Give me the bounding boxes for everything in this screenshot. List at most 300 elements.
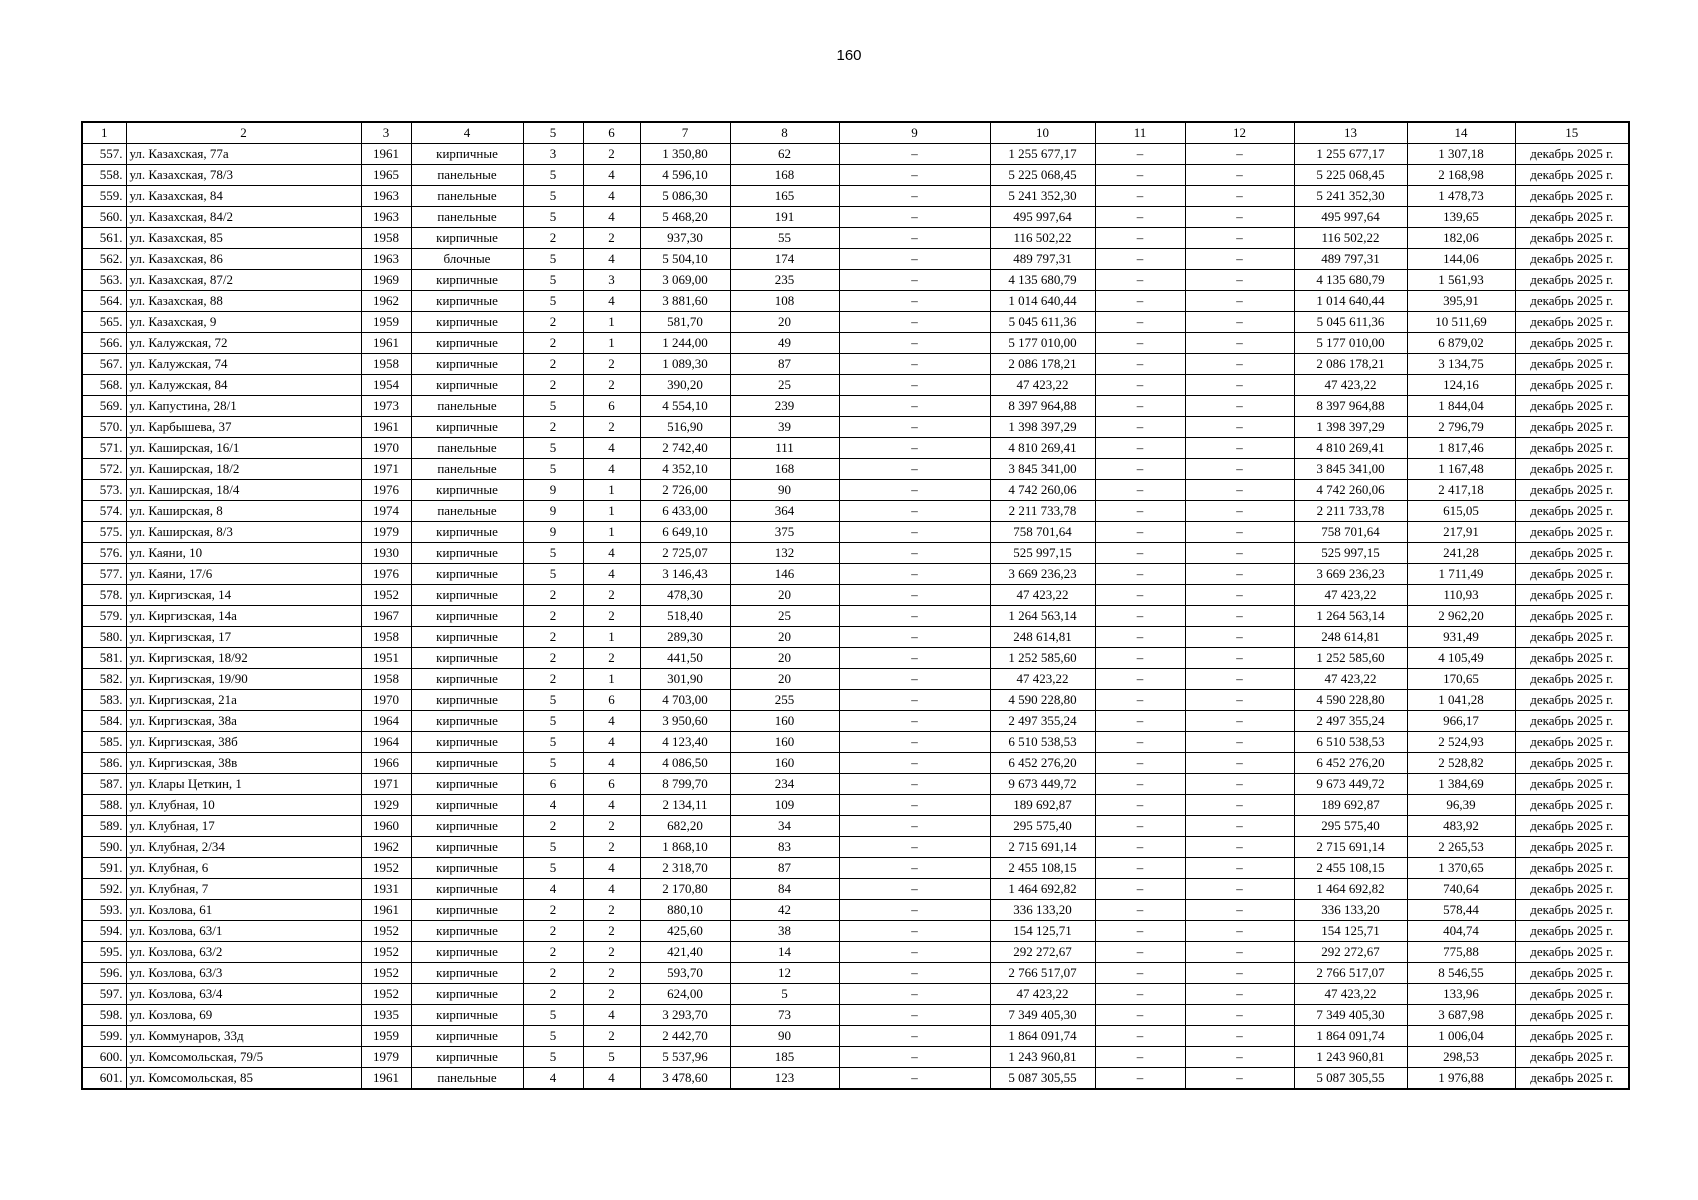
table-cell-col-6: 2 bbox=[583, 375, 640, 396]
table-cell-col-6: 4 bbox=[583, 711, 640, 732]
table-cell-col-13: 5 087 305,55 bbox=[1294, 1068, 1407, 1090]
table-cell-col-2: ул. Каяни, 17/6 bbox=[126, 564, 361, 585]
table-cell-col-3: 1952 bbox=[361, 858, 411, 879]
table-cell-col-6: 1 bbox=[583, 333, 640, 354]
table-cell-col-10: 336 133,20 bbox=[990, 900, 1095, 921]
table-cell-col-7: 390,20 bbox=[640, 375, 730, 396]
table-cell-col-7: 937,30 bbox=[640, 228, 730, 249]
table-cell-col-8: 132 bbox=[730, 543, 839, 564]
table-cell-col-12: – bbox=[1185, 795, 1294, 816]
table-cell-col-9: – bbox=[839, 774, 990, 795]
table-cell-col-14: 1 167,48 bbox=[1407, 459, 1515, 480]
column-header-3: 3 bbox=[361, 122, 411, 144]
table-cell-col-9: – bbox=[839, 921, 990, 942]
table-cell-col-15: декабрь 2025 г. bbox=[1515, 312, 1629, 333]
table-cell-col-6: 4 bbox=[583, 1068, 640, 1090]
table-cell-col-12: – bbox=[1185, 837, 1294, 858]
table-cell-col-8: 185 bbox=[730, 1047, 839, 1068]
table-cell-col-4: кирпичные bbox=[411, 480, 523, 501]
table-cell-col-7: 516,90 bbox=[640, 417, 730, 438]
table-cell-col-5: 5 bbox=[523, 438, 583, 459]
table-cell-col-6: 1 bbox=[583, 669, 640, 690]
table-cell-col-4: кирпичные bbox=[411, 669, 523, 690]
table-cell-col-1: 570. bbox=[82, 417, 126, 438]
table-cell-col-1: 563. bbox=[82, 270, 126, 291]
column-header-6: 6 bbox=[583, 122, 640, 144]
table-cell-col-6: 4 bbox=[583, 207, 640, 228]
table-cell-col-9: – bbox=[839, 417, 990, 438]
table-cell-col-2: ул. Каширская, 8/3 bbox=[126, 522, 361, 543]
table-cell-col-12: – bbox=[1185, 270, 1294, 291]
table-cell-col-1: 557. bbox=[82, 144, 126, 165]
table-row bbox=[82, 480, 1629, 501]
table-cell-col-8: 39 bbox=[730, 417, 839, 438]
table-cell-col-10: 4 590 228,80 bbox=[990, 690, 1095, 711]
table-cell-col-9: – bbox=[839, 585, 990, 606]
table-cell-col-6: 1 bbox=[583, 501, 640, 522]
table-cell-col-10: 295 575,40 bbox=[990, 816, 1095, 837]
table-cell-col-12: – bbox=[1185, 165, 1294, 186]
table-cell-col-5: 2 bbox=[523, 375, 583, 396]
table-cell-col-4: кирпичные bbox=[411, 291, 523, 312]
table-row bbox=[82, 270, 1629, 291]
table-cell-col-3: 1970 bbox=[361, 690, 411, 711]
table-cell-col-3: 1962 bbox=[361, 837, 411, 858]
table-cell-col-11: – bbox=[1095, 606, 1185, 627]
table-cell-col-12: – bbox=[1185, 228, 1294, 249]
table-cell-col-14: 110,93 bbox=[1407, 585, 1515, 606]
table-cell-col-12: – bbox=[1185, 543, 1294, 564]
table-cell-col-14: 182,06 bbox=[1407, 228, 1515, 249]
table-cell-col-15: декабрь 2025 г. bbox=[1515, 795, 1629, 816]
table-cell-col-6: 1 bbox=[583, 480, 640, 501]
table-cell-col-11: – bbox=[1095, 312, 1185, 333]
table-cell-col-6: 4 bbox=[583, 879, 640, 900]
table-cell-col-9: – bbox=[839, 291, 990, 312]
table-cell-col-12: – bbox=[1185, 648, 1294, 669]
table-cell-col-1: 574. bbox=[82, 501, 126, 522]
table-cell-col-10: 1 264 563,14 bbox=[990, 606, 1095, 627]
table-cell-col-1: 593. bbox=[82, 900, 126, 921]
table-cell-col-3: 1959 bbox=[361, 312, 411, 333]
table-cell-col-5: 5 bbox=[523, 732, 583, 753]
table-cell-col-3: 1952 bbox=[361, 963, 411, 984]
table-cell-col-9: – bbox=[839, 1005, 990, 1026]
table-cell-col-9: – bbox=[839, 144, 990, 165]
table-cell-col-13: 758 701,64 bbox=[1294, 522, 1407, 543]
table-cell-col-4: кирпичные bbox=[411, 627, 523, 648]
table-cell-col-14: 1 844,04 bbox=[1407, 396, 1515, 417]
table-cell-col-11: – bbox=[1095, 438, 1185, 459]
table-cell-col-7: 425,60 bbox=[640, 921, 730, 942]
table-cell-col-2: ул. Киргизская, 14а bbox=[126, 606, 361, 627]
table-row bbox=[82, 1005, 1629, 1026]
table-cell-col-4: кирпичные bbox=[411, 648, 523, 669]
table-cell-col-9: – bbox=[839, 249, 990, 270]
table-row bbox=[82, 312, 1629, 333]
table-cell-col-3: 1969 bbox=[361, 270, 411, 291]
table-cell-col-13: 1 252 585,60 bbox=[1294, 648, 1407, 669]
table-cell-col-6: 6 bbox=[583, 690, 640, 711]
table-row bbox=[82, 228, 1629, 249]
table-cell-col-15: декабрь 2025 г. bbox=[1515, 291, 1629, 312]
table-cell-col-15: декабрь 2025 г. bbox=[1515, 270, 1629, 291]
table-cell-col-9: – bbox=[839, 879, 990, 900]
table-cell-col-5: 5 bbox=[523, 291, 583, 312]
table-cell-col-3: 1961 bbox=[361, 417, 411, 438]
table-cell-col-9: – bbox=[839, 690, 990, 711]
table-cell-col-7: 2 170,80 bbox=[640, 879, 730, 900]
table-cell-col-9: – bbox=[839, 186, 990, 207]
table-cell-col-10: 5 045 611,36 bbox=[990, 312, 1095, 333]
table-cell-col-15: декабрь 2025 г. bbox=[1515, 480, 1629, 501]
table-cell-col-3: 1965 bbox=[361, 165, 411, 186]
table-cell-col-10: 758 701,64 bbox=[990, 522, 1095, 543]
table-cell-col-14: 133,96 bbox=[1407, 984, 1515, 1005]
table-cell-col-5: 2 bbox=[523, 984, 583, 1005]
table-cell-col-13: 336 133,20 bbox=[1294, 900, 1407, 921]
table-cell-col-11: – bbox=[1095, 417, 1185, 438]
table-row bbox=[82, 1047, 1629, 1068]
table-cell-col-14: 144,06 bbox=[1407, 249, 1515, 270]
table-cell-col-14: 483,92 bbox=[1407, 816, 1515, 837]
table-cell-col-11: – bbox=[1095, 564, 1185, 585]
table-cell-col-3: 1935 bbox=[361, 1005, 411, 1026]
table-cell-col-6: 4 bbox=[583, 795, 640, 816]
table-cell-col-10: 154 125,71 bbox=[990, 921, 1095, 942]
table-cell-col-8: 111 bbox=[730, 438, 839, 459]
table-cell-col-13: 2 455 108,15 bbox=[1294, 858, 1407, 879]
table-cell-col-8: 55 bbox=[730, 228, 839, 249]
table-cell-col-13: 3 669 236,23 bbox=[1294, 564, 1407, 585]
table-row bbox=[82, 711, 1629, 732]
table-cell-col-3: 1966 bbox=[361, 753, 411, 774]
table-cell-col-10: 1 464 692,82 bbox=[990, 879, 1095, 900]
column-header-8: 8 bbox=[730, 122, 839, 144]
table-cell-col-8: 160 bbox=[730, 711, 839, 732]
table-cell-col-8: 123 bbox=[730, 1068, 839, 1090]
table-cell-col-1: 580. bbox=[82, 627, 126, 648]
table-cell-col-3: 1961 bbox=[361, 144, 411, 165]
table-cell-col-1: 565. bbox=[82, 312, 126, 333]
table-cell-col-2: ул. Козлова, 69 bbox=[126, 1005, 361, 1026]
table-cell-col-11: – bbox=[1095, 585, 1185, 606]
table-cell-col-10: 489 797,31 bbox=[990, 249, 1095, 270]
table-cell-col-9: – bbox=[839, 375, 990, 396]
table-cell-col-10: 47 423,22 bbox=[990, 375, 1095, 396]
table-cell-col-14: 2 528,82 bbox=[1407, 753, 1515, 774]
table-cell-col-12: – bbox=[1185, 333, 1294, 354]
table-cell-col-5: 5 bbox=[523, 165, 583, 186]
table-cell-col-10: 1 255 677,17 bbox=[990, 144, 1095, 165]
table-cell-col-2: ул. Коммунаров, 33д bbox=[126, 1026, 361, 1047]
table-cell-col-6: 4 bbox=[583, 1005, 640, 1026]
table-cell-col-7: 2 742,40 bbox=[640, 438, 730, 459]
table-cell-col-4: кирпичные bbox=[411, 984, 523, 1005]
table-cell-col-14: 124,16 bbox=[1407, 375, 1515, 396]
table-cell-col-2: ул. Клубная, 6 bbox=[126, 858, 361, 879]
table-cell-col-2: ул. Козлова, 63/3 bbox=[126, 963, 361, 984]
table-cell-col-4: кирпичные bbox=[411, 585, 523, 606]
table-row bbox=[82, 690, 1629, 711]
table-cell-col-8: 375 bbox=[730, 522, 839, 543]
table-cell-col-6: 5 bbox=[583, 1047, 640, 1068]
table-cell-col-1: 586. bbox=[82, 753, 126, 774]
table-cell-col-3: 1952 bbox=[361, 942, 411, 963]
table-header-row bbox=[82, 122, 1629, 144]
table-row bbox=[82, 144, 1629, 165]
table-cell-col-1: 589. bbox=[82, 816, 126, 837]
table-cell-col-1: 577. bbox=[82, 564, 126, 585]
table-cell-col-10: 47 423,22 bbox=[990, 669, 1095, 690]
table-cell-col-8: 364 bbox=[730, 501, 839, 522]
table-cell-col-11: – bbox=[1095, 228, 1185, 249]
table-row bbox=[82, 984, 1629, 1005]
table-cell-col-8: 20 bbox=[730, 669, 839, 690]
table-cell-col-15: декабрь 2025 г. bbox=[1515, 984, 1629, 1005]
table-cell-col-2: ул. Казахская, 9 bbox=[126, 312, 361, 333]
table-row bbox=[82, 396, 1629, 417]
table-cell-col-1: 562. bbox=[82, 249, 126, 270]
table-cell-col-8: 25 bbox=[730, 606, 839, 627]
table-cell-col-15: декабрь 2025 г. bbox=[1515, 753, 1629, 774]
table-cell-col-12: – bbox=[1185, 1026, 1294, 1047]
table-cell-col-14: 2 417,18 bbox=[1407, 480, 1515, 501]
table-cell-col-3: 1952 bbox=[361, 585, 411, 606]
table-cell-col-1: 576. bbox=[82, 543, 126, 564]
table-cell-col-9: – bbox=[839, 837, 990, 858]
table-cell-col-12: – bbox=[1185, 438, 1294, 459]
table-cell-col-6: 3 bbox=[583, 270, 640, 291]
table-cell-col-4: кирпичные bbox=[411, 900, 523, 921]
table-cell-col-2: ул. Клары Цеткин, 1 bbox=[126, 774, 361, 795]
table-cell-col-6: 1 bbox=[583, 522, 640, 543]
table-cell-col-14: 2 524,93 bbox=[1407, 732, 1515, 753]
table-cell-col-4: панельные bbox=[411, 207, 523, 228]
table-cell-col-8: 191 bbox=[730, 207, 839, 228]
table-cell-col-3: 1952 bbox=[361, 984, 411, 1005]
table-cell-col-4: панельные bbox=[411, 396, 523, 417]
table-cell-col-1: 600. bbox=[82, 1047, 126, 1068]
table-cell-col-1: 560. bbox=[82, 207, 126, 228]
table-cell-col-14: 3 134,75 bbox=[1407, 354, 1515, 375]
table-cell-col-2: ул. Козлова, 61 bbox=[126, 900, 361, 921]
table-row bbox=[82, 963, 1629, 984]
table-cell-col-10: 5 225 068,45 bbox=[990, 165, 1095, 186]
table-cell-col-15: декабрь 2025 г. bbox=[1515, 564, 1629, 585]
table-cell-col-6: 1 bbox=[583, 312, 640, 333]
table-cell-col-14: 404,74 bbox=[1407, 921, 1515, 942]
table-cell-col-14: 578,44 bbox=[1407, 900, 1515, 921]
table-cell-col-13: 5 225 068,45 bbox=[1294, 165, 1407, 186]
table-cell-col-5: 5 bbox=[523, 858, 583, 879]
table-cell-col-7: 3 293,70 bbox=[640, 1005, 730, 1026]
table-cell-col-14: 4 105,49 bbox=[1407, 648, 1515, 669]
table-cell-col-13: 1 014 640,44 bbox=[1294, 291, 1407, 312]
table-cell-col-13: 7 349 405,30 bbox=[1294, 1005, 1407, 1026]
table-cell-col-9: – bbox=[839, 354, 990, 375]
table-row bbox=[82, 816, 1629, 837]
table-cell-col-2: ул. Капустина, 28/1 bbox=[126, 396, 361, 417]
table-cell-col-12: – bbox=[1185, 354, 1294, 375]
table-cell-col-14: 1 006,04 bbox=[1407, 1026, 1515, 1047]
table-cell-col-3: 1958 bbox=[361, 354, 411, 375]
table-cell-col-5: 4 bbox=[523, 1068, 583, 1090]
table-cell-col-15: декабрь 2025 г. bbox=[1515, 438, 1629, 459]
table-cell-col-15: декабрь 2025 г. bbox=[1515, 228, 1629, 249]
table-cell-col-14: 1 478,73 bbox=[1407, 186, 1515, 207]
table-cell-col-10: 2 086 178,21 bbox=[990, 354, 1095, 375]
table-cell-col-5: 5 bbox=[523, 711, 583, 732]
table-cell-col-10: 1 252 585,60 bbox=[990, 648, 1095, 669]
table-row bbox=[82, 1026, 1629, 1047]
table-cell-col-6: 6 bbox=[583, 396, 640, 417]
table-cell-col-10: 3 669 236,23 bbox=[990, 564, 1095, 585]
table-cell-col-14: 6 879,02 bbox=[1407, 333, 1515, 354]
table-cell-col-2: ул. Карбышева, 37 bbox=[126, 417, 361, 438]
table-cell-col-4: панельные bbox=[411, 501, 523, 522]
table-cell-col-8: 62 bbox=[730, 144, 839, 165]
table-row bbox=[82, 249, 1629, 270]
table-cell-col-7: 5 086,30 bbox=[640, 186, 730, 207]
table-cell-col-2: ул. Клубная, 7 bbox=[126, 879, 361, 900]
table-row bbox=[82, 438, 1629, 459]
table-cell-col-10: 5 241 352,30 bbox=[990, 186, 1095, 207]
table-cell-col-13: 3 845 341,00 bbox=[1294, 459, 1407, 480]
table-cell-col-15: декабрь 2025 г. bbox=[1515, 207, 1629, 228]
table-cell-col-4: кирпичные bbox=[411, 522, 523, 543]
table-cell-col-7: 4 352,10 bbox=[640, 459, 730, 480]
table-cell-col-7: 1 089,30 bbox=[640, 354, 730, 375]
table-cell-col-10: 2 455 108,15 bbox=[990, 858, 1095, 879]
table-cell-col-13: 1 464 692,82 bbox=[1294, 879, 1407, 900]
table-cell-col-3: 1959 bbox=[361, 1026, 411, 1047]
table-cell-col-12: – bbox=[1185, 858, 1294, 879]
table-cell-col-13: 47 423,22 bbox=[1294, 585, 1407, 606]
table-cell-col-15: декабрь 2025 г. bbox=[1515, 1047, 1629, 1068]
table-cell-col-10: 4 135 680,79 bbox=[990, 270, 1095, 291]
table-cell-col-12: – bbox=[1185, 1005, 1294, 1026]
table-cell-col-13: 154 125,71 bbox=[1294, 921, 1407, 942]
table-cell-col-4: панельные bbox=[411, 459, 523, 480]
table-cell-col-11: – bbox=[1095, 858, 1185, 879]
table-cell-col-6: 2 bbox=[583, 921, 640, 942]
table-cell-col-5: 2 bbox=[523, 417, 583, 438]
table-cell-col-3: 1963 bbox=[361, 186, 411, 207]
table-cell-col-9: – bbox=[839, 900, 990, 921]
table-cell-col-6: 2 bbox=[583, 837, 640, 858]
table-row bbox=[82, 501, 1629, 522]
table-cell-col-8: 5 bbox=[730, 984, 839, 1005]
table-cell-col-1: 597. bbox=[82, 984, 126, 1005]
table-cell-col-8: 90 bbox=[730, 1026, 839, 1047]
table-cell-col-13: 248 614,81 bbox=[1294, 627, 1407, 648]
table-cell-col-8: 12 bbox=[730, 963, 839, 984]
table-cell-col-14: 8 546,55 bbox=[1407, 963, 1515, 984]
table-cell-col-9: – bbox=[839, 333, 990, 354]
table-cell-col-1: 583. bbox=[82, 690, 126, 711]
table-cell-col-3: 1958 bbox=[361, 228, 411, 249]
table-cell-col-12: – bbox=[1185, 711, 1294, 732]
table-cell-col-11: – bbox=[1095, 1026, 1185, 1047]
table-cell-col-5: 2 bbox=[523, 312, 583, 333]
table-cell-col-8: 108 bbox=[730, 291, 839, 312]
table-cell-col-12: – bbox=[1185, 186, 1294, 207]
table-cell-col-11: – bbox=[1095, 711, 1185, 732]
table-cell-col-7: 3 478,60 bbox=[640, 1068, 730, 1090]
table-cell-col-5: 4 bbox=[523, 795, 583, 816]
table-cell-col-13: 1 264 563,14 bbox=[1294, 606, 1407, 627]
table-cell-col-6: 2 bbox=[583, 354, 640, 375]
table-cell-col-9: – bbox=[839, 1068, 990, 1090]
table-cell-col-15: декабрь 2025 г. bbox=[1515, 942, 1629, 963]
table-cell-col-5: 5 bbox=[523, 753, 583, 774]
table-cell-col-6: 2 bbox=[583, 900, 640, 921]
table-cell-col-11: – bbox=[1095, 522, 1185, 543]
table-cell-col-3: 1960 bbox=[361, 816, 411, 837]
table-cell-col-13: 6 452 276,20 bbox=[1294, 753, 1407, 774]
table-cell-col-9: – bbox=[839, 606, 990, 627]
table-cell-col-2: ул. Клубная, 10 bbox=[126, 795, 361, 816]
table-cell-col-8: 255 bbox=[730, 690, 839, 711]
table-cell-col-5: 2 bbox=[523, 963, 583, 984]
table-cell-col-14: 1 711,49 bbox=[1407, 564, 1515, 585]
table-cell-col-9: – bbox=[839, 480, 990, 501]
table-cell-col-2: ул. Киргизская, 21а bbox=[126, 690, 361, 711]
table-cell-col-7: 2 725,07 bbox=[640, 543, 730, 564]
table-cell-col-6: 4 bbox=[583, 165, 640, 186]
table-cell-col-9: – bbox=[839, 984, 990, 1005]
table-cell-col-5: 3 bbox=[523, 144, 583, 165]
table-cell-col-12: – bbox=[1185, 291, 1294, 312]
table-cell-col-5: 5 bbox=[523, 564, 583, 585]
table-cell-col-13: 2 086 178,21 bbox=[1294, 354, 1407, 375]
table-cell-col-5: 9 bbox=[523, 522, 583, 543]
table-cell-col-14: 217,91 bbox=[1407, 522, 1515, 543]
table-cell-col-5: 2 bbox=[523, 354, 583, 375]
table-cell-col-13: 9 673 449,72 bbox=[1294, 774, 1407, 795]
table-cell-col-2: ул. Казахская, 78/3 bbox=[126, 165, 361, 186]
table-cell-col-5: 2 bbox=[523, 900, 583, 921]
table-cell-col-4: панельные bbox=[411, 165, 523, 186]
table-cell-col-6: 4 bbox=[583, 753, 640, 774]
table-cell-col-1: 599. bbox=[82, 1026, 126, 1047]
table-cell-col-15: декабрь 2025 г. bbox=[1515, 690, 1629, 711]
table-cell-col-15: декабрь 2025 г. bbox=[1515, 627, 1629, 648]
table-cell-col-12: – bbox=[1185, 942, 1294, 963]
table-cell-col-7: 3 069,00 bbox=[640, 270, 730, 291]
table-cell-col-14: 10 511,69 bbox=[1407, 312, 1515, 333]
table-cell-col-5: 2 bbox=[523, 648, 583, 669]
table-cell-col-1: 573. bbox=[82, 480, 126, 501]
table-cell-col-5: 5 bbox=[523, 207, 583, 228]
column-header-12: 12 bbox=[1185, 122, 1294, 144]
table-cell-col-2: ул. Казахская, 84/2 bbox=[126, 207, 361, 228]
table-cell-col-11: – bbox=[1095, 375, 1185, 396]
table-cell-col-11: – bbox=[1095, 816, 1185, 837]
table-cell-col-9: – bbox=[839, 1047, 990, 1068]
table-cell-col-4: кирпичные bbox=[411, 711, 523, 732]
table-cell-col-15: декабрь 2025 г. bbox=[1515, 585, 1629, 606]
table-row bbox=[82, 900, 1629, 921]
table-cell-col-2: ул. Каширская, 16/1 bbox=[126, 438, 361, 459]
table-cell-col-2: ул. Клубная, 17 bbox=[126, 816, 361, 837]
table-cell-col-10: 189 692,87 bbox=[990, 795, 1095, 816]
table-cell-col-4: кирпичные bbox=[411, 417, 523, 438]
table-cell-col-12: – bbox=[1185, 480, 1294, 501]
table-cell-col-3: 1954 bbox=[361, 375, 411, 396]
table-row bbox=[82, 333, 1629, 354]
